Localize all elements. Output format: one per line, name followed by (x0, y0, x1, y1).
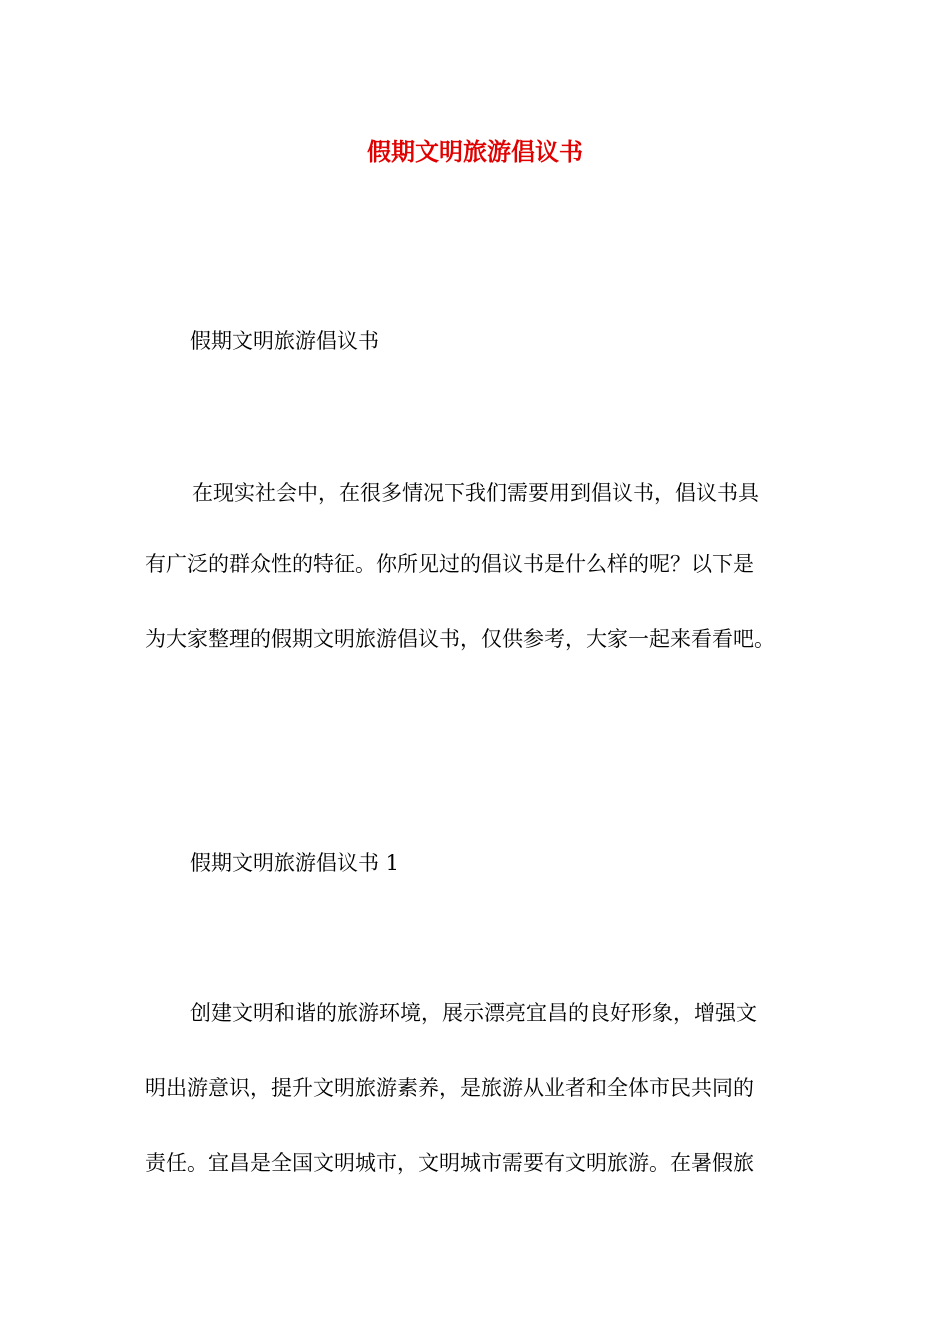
document-subtitle: 假期文明旅游倡议书 (190, 329, 379, 353)
section-line-3: 责任。宜昌是全国文明城市，文明城市需要有文明旅游。在暑假旅 (145, 1151, 754, 1175)
section-line-1: 创建文明和谐的旅游环境，展示漂亮宜昌的良好形象，增强文 (190, 1001, 757, 1025)
intro-line-3: 为大家整理的假期文明旅游倡议书，仅供参考，大家一起来看看吧。 (145, 627, 775, 651)
document-title: 假期文明旅游倡议书 (367, 138, 583, 166)
intro-line-1: 在现实社会中，在很多情况下我们需要用到倡议书，倡议书具 (192, 481, 759, 505)
intro-line-2: 有广泛的群众性的特征。你所见过的倡议书是什么样的呢？以下是 (145, 552, 754, 576)
section-heading: 假期文明旅游倡议书 1 (190, 851, 400, 875)
section-line-2: 明出游意识，提升文明旅游素养，是旅游从业者和全体市民共同的 (145, 1076, 754, 1100)
